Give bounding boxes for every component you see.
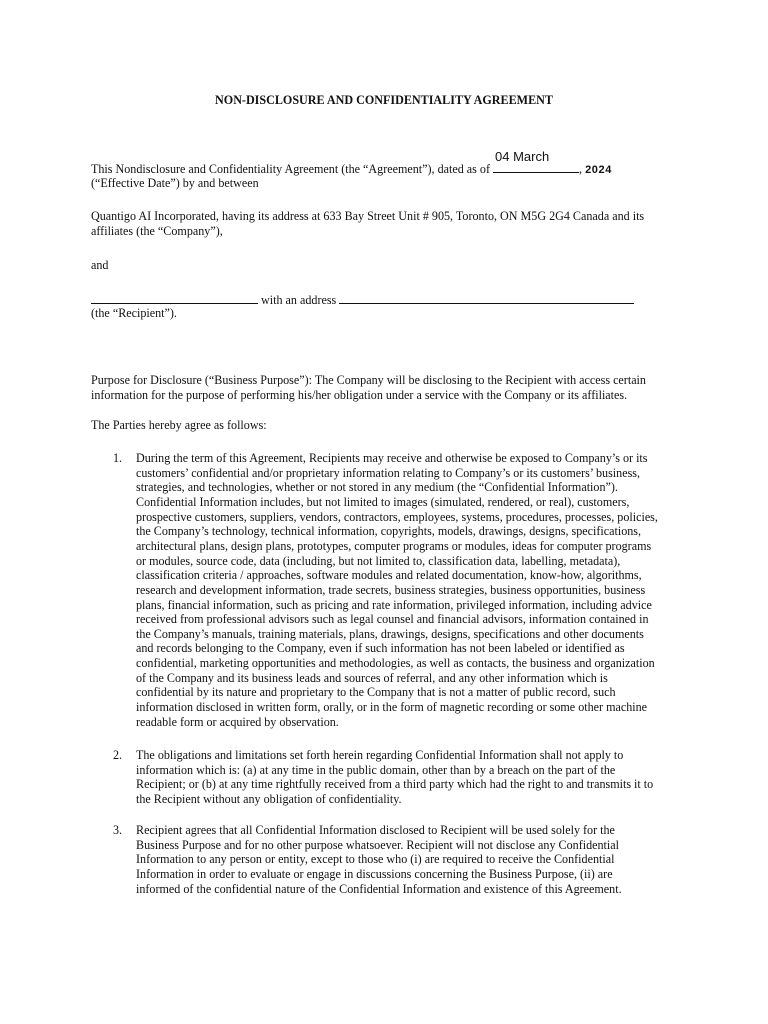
document-title: NON-DISCLOSURE AND CONFIDENTIALITY AGREEMENT [215, 93, 553, 107]
clause-line: and records belonging to the Company, even if such information has not been labeled or identified as [136, 641, 625, 656]
clause-line: research and development information, trade secrets, business strategies, business opportunities, business [136, 582, 646, 597]
clause-line: the Company’s technology, technical information, copyrights, models, drawings, designs, specifications, [136, 524, 642, 539]
clause-line: During the term of this Agreement, Recipients may receive and otherwise be exposed to Company’s or its [136, 451, 648, 465]
purpose-line-2: information for the purpose of performing his/her obligation under a service with the Company or its affiliates. [91, 388, 628, 402]
clause-line: readable form or acquired by observation. [136, 714, 339, 729]
clause-line: customers’ confidential and/or proprietary information relating to Company’s or its customers’ business, [136, 465, 641, 480]
clause-line: confidential by its nature and proprietary to the Company that is not a matter of public record, such [136, 685, 616, 700]
intro-line-1: This Nondisclosure and Confidentiality Agreement (the “Agreement”), dated as of 04 March , 2024 [91, 149, 612, 176]
clause-line: architectural plans, design plans, prototypes, computer programs or modules, ideas for computer programs [136, 538, 652, 553]
clause-number: 2. [113, 748, 123, 762]
clause-line: Business Purpose and for no other purpose whatsoever. Recipient will not disclose any Confidential [136, 837, 619, 852]
company-line-2: affiliates (the “Company”), [91, 224, 223, 238]
clause-line: the Recipient without any obligation of confidentiality. [136, 791, 402, 806]
with-address-label: with an address [261, 293, 337, 307]
clause-line: or modules, source code, data (including, but not limited to, classification data, labelling, metadata), [136, 553, 621, 568]
intro-line-2: (“Effective Date”) by and between [91, 176, 259, 190]
intro-prefix: This Nondisclosure and Confidentiality Agreement (the “Agreement”), dated as of [91, 162, 490, 176]
clause-line: information disclosed in written form, orally, or in the form of magnetic recording or some other machine [136, 700, 648, 715]
effective-year-value: 2024 [585, 164, 612, 176]
clause-line: classification criteria / approaches, software modules and related documentation, know-how, algorithms, [136, 568, 642, 583]
clause-line: Information in order to evaluate or engage in discussions concerning the Business Purpose, (ii) are [136, 866, 613, 881]
clause-line: informed of the confidential nature of the Confidential Information and existence of this Agreement. [136, 881, 622, 896]
clause-line: Recipient; or (b) at any time rightfully received from a third party which had the right to and transmits it to [136, 777, 654, 792]
recipient-address-field[interactable] [339, 291, 634, 304]
purpose-line-1: Purpose for Disclosure (“Business Purpose”): The Company will be disclosing to the Recipient with access certain [91, 373, 646, 387]
clause-line: Recipient agrees that all Confidential Information disclosed to Recipient will be used solely for the [136, 823, 615, 837]
clause-line: received from professional advisors such as legal counsel and financial advisors, information contained in [136, 612, 649, 627]
effective-date-field[interactable] [493, 149, 579, 173]
recipient-name-field[interactable] [91, 291, 258, 304]
clause-number: 1. [113, 451, 123, 465]
and-text: and [91, 258, 109, 272]
clause-line: The obligations and limitations set forth herein regarding Confidential Information shall not apply to [136, 748, 624, 762]
clause-line: plans, financial information, such as pricing and rate information, privileged information, including advice [136, 597, 652, 612]
clause-number: 3. [113, 823, 123, 837]
clause-line: prospective customers, suppliers, vendors, contractors, employees, systems, procedures, processes, policies, [136, 509, 658, 524]
clause-line: of the Company and its business leads and sources of referral, and any other information which is [136, 670, 608, 685]
clause-line: Information to any person or entity, except to those who (i) are required to receive the Confidential [136, 852, 615, 867]
agree-text: The Parties hereby agree as follows: [91, 418, 267, 432]
clause-line: strategies, and technologies, whether or not stored in any medium (the “Confidential Information”). [136, 480, 618, 495]
clause-line: confidential, marketing opportunities and methodologies, as well as contacts, the business and organization [136, 656, 655, 671]
company-line-1: Quantigo AI Incorporated, having its address at 633 Bay Street Unit # 905, Toronto, ON M5G 2G4 Canada and its [91, 209, 645, 223]
clause-line: Confidential Information includes, but not limited to images (simulated, rendered, or real), customers, [136, 494, 630, 509]
clause-line: the Company’s manuals, training materials, plans, drawings, designs, specifications and other documents [136, 626, 644, 641]
clause-line: information which is: (a) at any time in the public domain, other than by a breach on the part of the [136, 762, 616, 777]
recipient-line-2: (the “Recipient”). [91, 306, 177, 320]
effective-date-value: 04 March [495, 149, 550, 164]
